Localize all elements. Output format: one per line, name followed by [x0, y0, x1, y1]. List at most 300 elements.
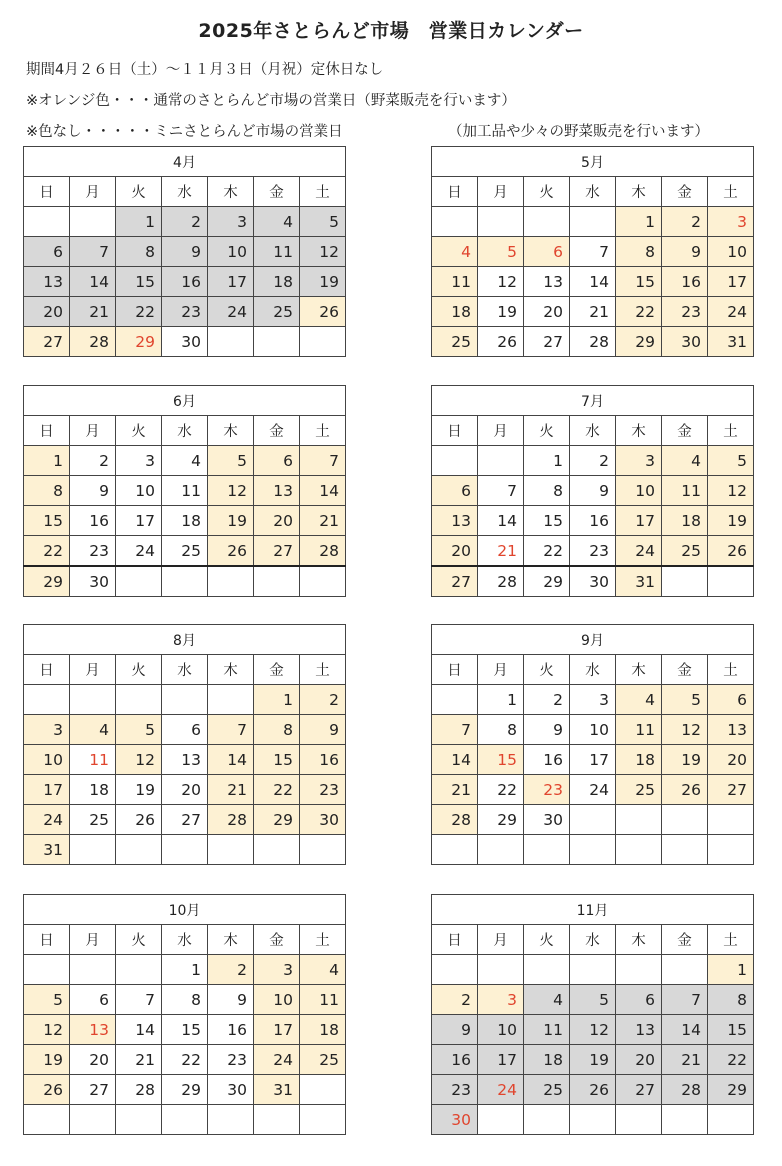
- day-cell: 6: [162, 715, 208, 745]
- day-cell: 17: [254, 1015, 300, 1045]
- weekday-header: 土: [300, 416, 346, 446]
- day-cell: 21: [432, 775, 478, 805]
- weekday-header: 日: [432, 416, 478, 446]
- day-cell: 5: [570, 985, 616, 1015]
- day-cell: [300, 566, 346, 597]
- day-cell: 3: [254, 955, 300, 985]
- weekday-header: 日: [24, 177, 70, 207]
- day-cell: [662, 805, 708, 835]
- week-row: [432, 476, 754, 506]
- day-cell: 27: [524, 327, 570, 357]
- day-cell: 22: [616, 297, 662, 327]
- weekday-header: 金: [662, 655, 708, 685]
- day-cell: 27: [254, 536, 300, 567]
- day-cell: 23: [524, 775, 570, 805]
- weekday-header: 火: [116, 925, 162, 955]
- day-cell: 28: [432, 805, 478, 835]
- month-title: 4月: [24, 147, 346, 177]
- week-row: [432, 835, 754, 865]
- day-cell: [478, 446, 524, 476]
- day-cell: 23: [432, 1075, 478, 1105]
- day-cell: 20: [432, 536, 478, 567]
- day-cell: [708, 1105, 754, 1135]
- weekday-header: 月: [70, 655, 116, 685]
- weekday-header: 金: [254, 655, 300, 685]
- weekday-header: 月: [478, 416, 524, 446]
- day-cell: 20: [24, 297, 70, 327]
- day-cell: 3: [116, 446, 162, 476]
- month-title: 8月: [24, 625, 346, 655]
- week-row: [24, 775, 346, 805]
- weekday-header: 日: [432, 655, 478, 685]
- day-cell: 26: [662, 775, 708, 805]
- day-cell: 19: [24, 1045, 70, 1075]
- day-cell: 29: [478, 805, 524, 835]
- plain-legend-text: ※色なし・・・・・ミニさとらんど市場の営業日: [26, 124, 343, 140]
- day-cell: 10: [254, 985, 300, 1015]
- week-row: [24, 805, 346, 835]
- day-cell: 12: [570, 1015, 616, 1045]
- day-cell: 20: [708, 745, 754, 775]
- day-cell: [432, 446, 478, 476]
- day-cell: [300, 835, 346, 865]
- day-cell: [432, 207, 478, 237]
- day-cell: [70, 685, 116, 715]
- weekday-header: 木: [616, 416, 662, 446]
- day-cell: 24: [208, 297, 254, 327]
- weekday-header: 火: [116, 416, 162, 446]
- day-cell: 22: [254, 775, 300, 805]
- day-cell: 20: [162, 775, 208, 805]
- day-cell: 2: [570, 446, 616, 476]
- weekday-header: 火: [524, 416, 570, 446]
- day-cell: 1: [478, 685, 524, 715]
- day-cell: 28: [478, 566, 524, 597]
- day-cell: 21: [300, 506, 346, 536]
- day-cell: 29: [116, 327, 162, 357]
- day-cell: 12: [116, 745, 162, 775]
- week-row: [432, 715, 754, 745]
- day-cell: 1: [708, 955, 754, 985]
- day-cell: [116, 835, 162, 865]
- day-cell: 8: [708, 985, 754, 1015]
- day-cell: 14: [570, 267, 616, 297]
- day-cell: [300, 327, 346, 357]
- week-row: [432, 297, 754, 327]
- day-cell: 9: [300, 715, 346, 745]
- day-cell: 22: [162, 1045, 208, 1075]
- day-cell: 26: [24, 1075, 70, 1105]
- week-row: [432, 506, 754, 536]
- day-cell: 6: [432, 476, 478, 506]
- day-cell: 14: [432, 745, 478, 775]
- month-calendar: [431, 146, 754, 357]
- day-cell: 13: [616, 1015, 662, 1045]
- weekday-header: 火: [524, 177, 570, 207]
- week-row: [432, 805, 754, 835]
- day-cell: 15: [478, 745, 524, 775]
- weekday-header: 木: [616, 655, 662, 685]
- day-cell: 7: [116, 985, 162, 1015]
- day-cell: [570, 805, 616, 835]
- week-row: [24, 1075, 346, 1105]
- week-row: [432, 566, 754, 597]
- day-cell: 13: [432, 506, 478, 536]
- weekday-header: 日: [24, 416, 70, 446]
- week-row: [432, 1075, 754, 1105]
- day-cell: [432, 685, 478, 715]
- day-cell: 1: [162, 955, 208, 985]
- day-cell: 30: [432, 1105, 478, 1135]
- day-cell: 9: [570, 476, 616, 506]
- day-cell: [70, 1105, 116, 1135]
- week-row: [24, 207, 346, 237]
- day-cell: [616, 1105, 662, 1135]
- day-cell: [478, 207, 524, 237]
- day-cell: 16: [570, 506, 616, 536]
- day-cell: 11: [254, 237, 300, 267]
- weekday-header: 月: [70, 416, 116, 446]
- week-row: [432, 1045, 754, 1075]
- day-cell: 4: [70, 715, 116, 745]
- day-cell: 15: [254, 745, 300, 775]
- weekday-header: 日: [24, 925, 70, 955]
- day-cell: 26: [708, 536, 754, 567]
- weekday-header: 土: [300, 655, 346, 685]
- day-cell: 16: [662, 267, 708, 297]
- day-cell: 13: [254, 476, 300, 506]
- month-title: 5月: [432, 147, 754, 177]
- day-cell: 12: [208, 476, 254, 506]
- day-cell: [116, 955, 162, 985]
- day-cell: 8: [24, 476, 70, 506]
- day-cell: 7: [478, 476, 524, 506]
- day-cell: [708, 805, 754, 835]
- day-cell: 17: [208, 267, 254, 297]
- day-cell: 23: [162, 297, 208, 327]
- day-cell: 18: [300, 1015, 346, 1045]
- weekday-header: 木: [616, 177, 662, 207]
- day-cell: 26: [478, 327, 524, 357]
- day-cell: [616, 805, 662, 835]
- orange-legend-text: ※オレンジ色・・・通常のさとらんど市場の営業日（野菜販売を行います）: [26, 93, 516, 109]
- day-cell: 18: [70, 775, 116, 805]
- day-cell: 1: [116, 207, 162, 237]
- day-cell: [432, 955, 478, 985]
- week-row: [24, 297, 346, 327]
- day-cell: [116, 566, 162, 597]
- day-cell: 5: [300, 207, 346, 237]
- weekday-header: 金: [254, 925, 300, 955]
- week-row: [432, 775, 754, 805]
- day-cell: 18: [432, 297, 478, 327]
- day-cell: 9: [162, 237, 208, 267]
- day-cell: [116, 1105, 162, 1135]
- day-cell: 5: [478, 237, 524, 267]
- day-cell: 7: [570, 237, 616, 267]
- day-cell: 2: [432, 985, 478, 1015]
- day-cell: 3: [208, 207, 254, 237]
- day-cell: 27: [24, 327, 70, 357]
- weekday-header: 火: [524, 925, 570, 955]
- weekday-header: 土: [300, 925, 346, 955]
- day-cell: [24, 207, 70, 237]
- day-cell: 19: [708, 506, 754, 536]
- day-cell: 30: [208, 1075, 254, 1105]
- weekday-header: 月: [478, 655, 524, 685]
- day-cell: 26: [116, 805, 162, 835]
- weekday-header: 水: [162, 416, 208, 446]
- day-cell: [70, 835, 116, 865]
- day-cell: 15: [524, 506, 570, 536]
- day-cell: 24: [254, 1045, 300, 1075]
- day-cell: 13: [162, 745, 208, 775]
- day-cell: 2: [162, 207, 208, 237]
- day-cell: 26: [300, 297, 346, 327]
- day-cell: 16: [524, 745, 570, 775]
- day-cell: 22: [116, 297, 162, 327]
- day-cell: 18: [254, 267, 300, 297]
- weekday-header: 金: [662, 177, 708, 207]
- day-cell: [70, 955, 116, 985]
- day-cell: 11: [300, 985, 346, 1015]
- day-cell: [162, 566, 208, 597]
- week-row: [432, 536, 754, 567]
- day-cell: 4: [616, 685, 662, 715]
- week-row: [432, 985, 754, 1015]
- day-cell: 19: [208, 506, 254, 536]
- weekday-header: 金: [254, 177, 300, 207]
- day-cell: 22: [708, 1045, 754, 1075]
- day-cell: 19: [662, 745, 708, 775]
- day-cell: 25: [254, 297, 300, 327]
- day-cell: 5: [24, 985, 70, 1015]
- day-cell: 13: [70, 1015, 116, 1045]
- day-cell: 24: [616, 536, 662, 567]
- day-cell: 27: [432, 566, 478, 597]
- day-cell: 9: [208, 985, 254, 1015]
- month-title: 10月: [24, 895, 346, 925]
- day-cell: 28: [300, 536, 346, 567]
- week-row: [432, 446, 754, 476]
- day-cell: 21: [570, 297, 616, 327]
- day-cell: 27: [708, 775, 754, 805]
- weekday-header: 月: [70, 925, 116, 955]
- day-cell: [208, 835, 254, 865]
- day-cell: 9: [524, 715, 570, 745]
- day-cell: 30: [300, 805, 346, 835]
- day-cell: 23: [570, 536, 616, 567]
- day-cell: 8: [524, 476, 570, 506]
- week-row: [24, 835, 346, 865]
- day-cell: 24: [116, 536, 162, 567]
- day-cell: [254, 835, 300, 865]
- day-cell: 12: [300, 237, 346, 267]
- week-row: [432, 327, 754, 357]
- day-cell: 1: [616, 207, 662, 237]
- day-cell: [208, 685, 254, 715]
- day-cell: 11: [70, 745, 116, 775]
- weekday-header: 金: [662, 925, 708, 955]
- weekday-header: 日: [24, 655, 70, 685]
- day-cell: [116, 685, 162, 715]
- day-cell: [478, 1105, 524, 1135]
- day-cell: 4: [254, 207, 300, 237]
- day-cell: 17: [708, 267, 754, 297]
- week-row: [24, 715, 346, 745]
- page-title: 2025年さとらんど市場 営業日カレンダー: [198, 20, 584, 42]
- day-cell: 15: [24, 506, 70, 536]
- day-cell: 3: [478, 985, 524, 1015]
- day-cell: 24: [478, 1075, 524, 1105]
- day-cell: 12: [708, 476, 754, 506]
- day-cell: 7: [208, 715, 254, 745]
- day-cell: [708, 835, 754, 865]
- day-cell: 15: [708, 1015, 754, 1045]
- day-cell: 30: [524, 805, 570, 835]
- day-cell: 7: [432, 715, 478, 745]
- month-title: 7月: [432, 386, 754, 416]
- day-cell: 30: [70, 566, 116, 597]
- day-cell: [662, 955, 708, 985]
- day-cell: 10: [478, 1015, 524, 1045]
- day-cell: 7: [662, 985, 708, 1015]
- day-cell: 28: [70, 327, 116, 357]
- day-cell: 22: [478, 775, 524, 805]
- day-cell: [24, 955, 70, 985]
- day-cell: [524, 207, 570, 237]
- day-cell: 25: [70, 805, 116, 835]
- week-row: [24, 476, 346, 506]
- day-cell: 13: [524, 267, 570, 297]
- week-row: [432, 267, 754, 297]
- day-cell: 18: [662, 506, 708, 536]
- day-cell: [708, 566, 754, 597]
- day-cell: 29: [254, 805, 300, 835]
- weekday-header: 水: [570, 655, 616, 685]
- day-cell: 21: [116, 1045, 162, 1075]
- day-cell: 6: [254, 446, 300, 476]
- day-cell: [432, 835, 478, 865]
- month-title: 11月: [432, 895, 754, 925]
- day-cell: 27: [70, 1075, 116, 1105]
- day-cell: 4: [662, 446, 708, 476]
- week-row: [24, 237, 346, 267]
- week-row: [432, 685, 754, 715]
- day-cell: 19: [116, 775, 162, 805]
- weekday-header: 木: [616, 925, 662, 955]
- day-cell: 16: [432, 1045, 478, 1075]
- day-cell: 2: [662, 207, 708, 237]
- day-cell: [570, 1105, 616, 1135]
- day-cell: 30: [662, 327, 708, 357]
- day-cell: 1: [254, 685, 300, 715]
- day-cell: [300, 1105, 346, 1135]
- day-cell: 16: [162, 267, 208, 297]
- day-cell: 27: [162, 805, 208, 835]
- day-cell: 3: [708, 207, 754, 237]
- day-cell: 14: [208, 745, 254, 775]
- month-calendar: [23, 894, 346, 1135]
- day-cell: 2: [208, 955, 254, 985]
- day-cell: 31: [708, 327, 754, 357]
- week-row: [24, 1105, 346, 1135]
- day-cell: 22: [524, 536, 570, 567]
- day-cell: 11: [524, 1015, 570, 1045]
- weekday-header: 土: [300, 177, 346, 207]
- plain-legend-note: （加工品や少々の野菜販売を行います）: [448, 124, 709, 140]
- day-cell: 29: [616, 327, 662, 357]
- day-cell: 9: [432, 1015, 478, 1045]
- weekday-header: 水: [570, 416, 616, 446]
- weekday-header: 木: [208, 177, 254, 207]
- week-row: [432, 207, 754, 237]
- week-row: [24, 446, 346, 476]
- day-cell: 3: [616, 446, 662, 476]
- day-cell: 25: [432, 327, 478, 357]
- day-cell: [254, 1105, 300, 1135]
- day-cell: 31: [254, 1075, 300, 1105]
- day-cell: [524, 1105, 570, 1135]
- day-cell: [208, 327, 254, 357]
- day-cell: 11: [162, 476, 208, 506]
- day-cell: 12: [24, 1015, 70, 1045]
- day-cell: 14: [70, 267, 116, 297]
- day-cell: [570, 955, 616, 985]
- day-cell: 11: [616, 715, 662, 745]
- day-cell: [208, 566, 254, 597]
- day-cell: 14: [662, 1015, 708, 1045]
- weekday-header: 火: [116, 177, 162, 207]
- day-cell: 17: [616, 506, 662, 536]
- weekday-header: 木: [208, 655, 254, 685]
- weekday-header: 水: [162, 925, 208, 955]
- day-cell: 17: [478, 1045, 524, 1075]
- day-cell: 16: [208, 1015, 254, 1045]
- day-cell: 12: [662, 715, 708, 745]
- day-cell: 19: [300, 267, 346, 297]
- day-cell: 21: [208, 775, 254, 805]
- day-cell: [162, 685, 208, 715]
- day-cell: 6: [524, 237, 570, 267]
- day-cell: 11: [662, 476, 708, 506]
- day-cell: 24: [24, 805, 70, 835]
- day-cell: 23: [208, 1045, 254, 1075]
- week-row: [432, 745, 754, 775]
- day-cell: 19: [570, 1045, 616, 1075]
- weekday-header: 土: [708, 177, 754, 207]
- weekday-header: 月: [70, 177, 116, 207]
- day-cell: 8: [478, 715, 524, 745]
- day-cell: 21: [662, 1045, 708, 1075]
- day-cell: 8: [254, 715, 300, 745]
- day-cell: 14: [478, 506, 524, 536]
- weekday-header: 水: [162, 177, 208, 207]
- week-row: [24, 985, 346, 1015]
- day-cell: 14: [300, 476, 346, 506]
- day-cell: 4: [432, 237, 478, 267]
- week-row: [24, 745, 346, 775]
- month-calendar: [23, 385, 346, 597]
- day-cell: [662, 835, 708, 865]
- week-row: [432, 1105, 754, 1135]
- week-row: [24, 1045, 346, 1075]
- weekday-header: 月: [478, 177, 524, 207]
- day-cell: 5: [662, 685, 708, 715]
- day-cell: 16: [300, 745, 346, 775]
- week-row: [24, 566, 346, 597]
- day-cell: 29: [24, 566, 70, 597]
